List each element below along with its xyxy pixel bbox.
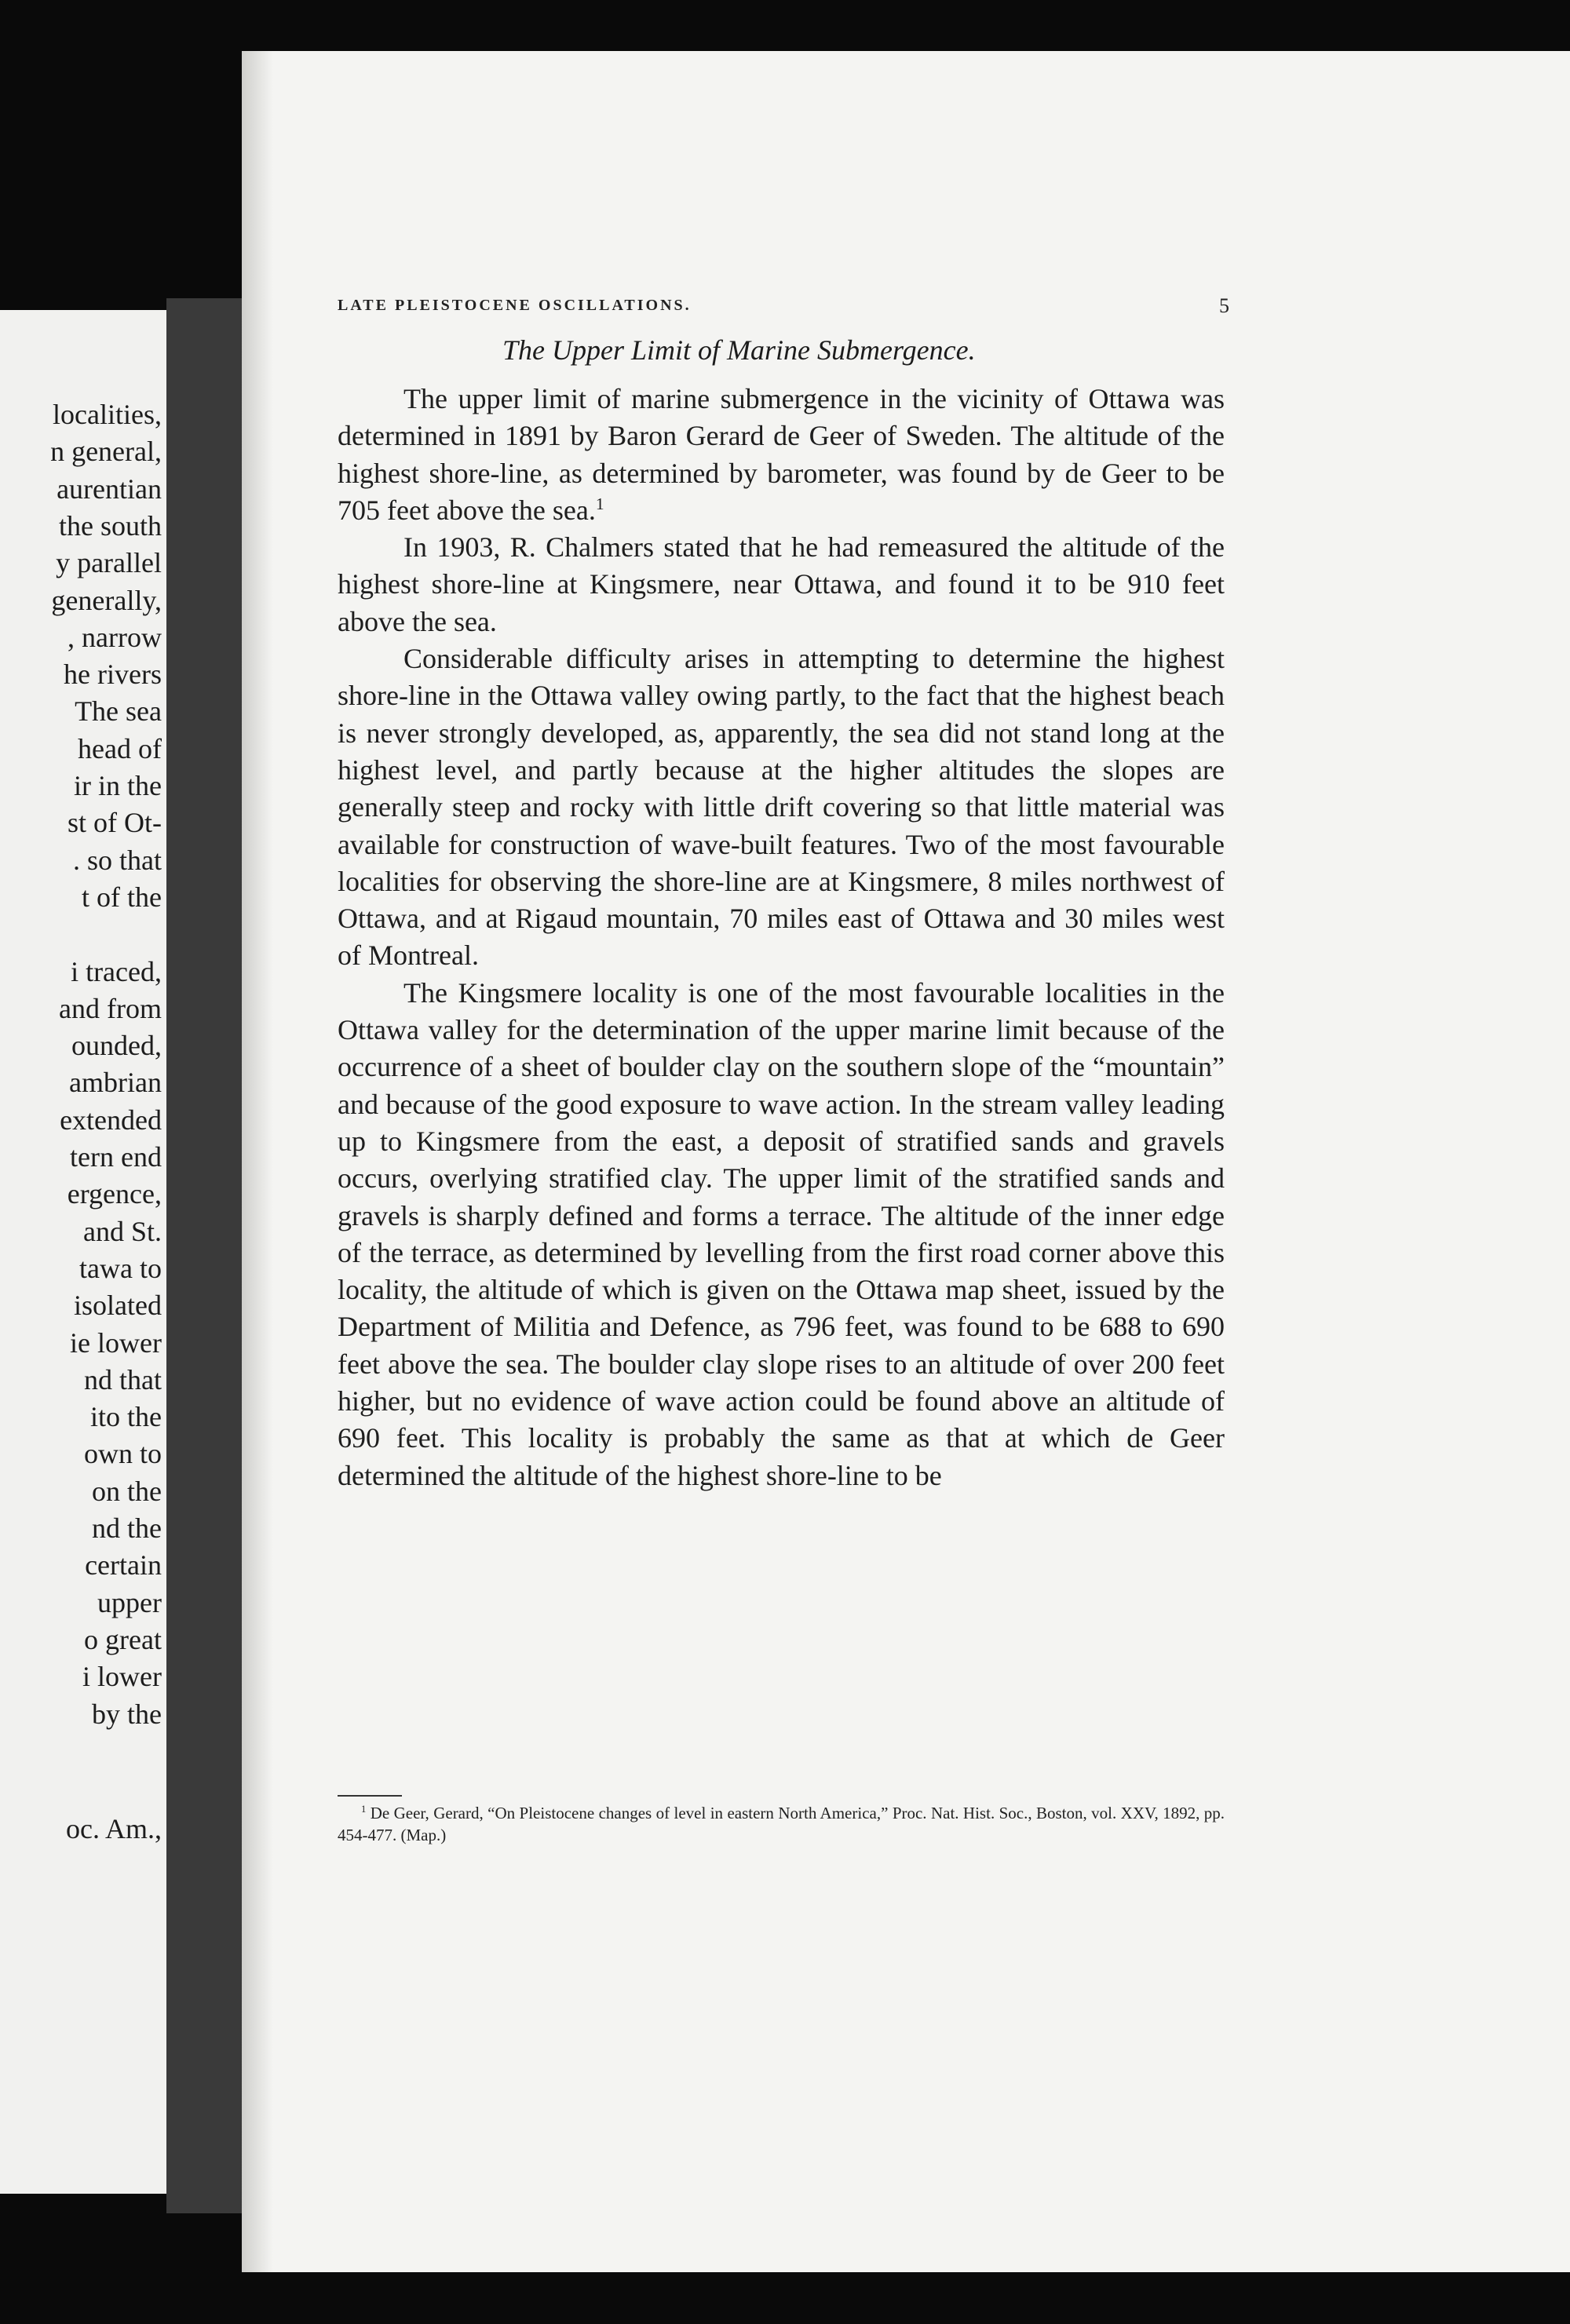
left-page-line: nd the — [92, 1512, 162, 1544]
left-page-line: and from — [59, 992, 162, 1024]
left-page-line: extended — [60, 1104, 162, 1136]
left-page-line: head of — [78, 732, 162, 764]
left-page-line: ounded, — [71, 1030, 162, 1062]
left-page-line: i traced, — [71, 955, 162, 987]
paragraph-3: Considerable difficulty arises in attempting to determine the highest shore-line in the Ottawa valley owing partly, to the fact that the highest beach is never strongly developed, as, apparently, the sea did not stand long at the highest level, and partly because at the higher altitudes the slopes are generally steep and rocky with little drift covering so that little material was available for construction of wave-built features. Two of the most favourable localities for observing the shore-line are at Kingsmere, 8 miles northwest of Ottawa, and at Rigaud mountain, 70 miles east of Ottawa and 30 miles west of Montreal. — [338, 643, 1225, 972]
left-page-line: tern end — [70, 1141, 162, 1173]
footnote-text: De Geer, Gerard, “On Pleistocene changes of level in eastern North America,” Proc. Nat. Hist. Soc., Boston, vol. XXV, 1892, pp. 454-477. (Map.) — [338, 1804, 1225, 1844]
left-page-line: localities, — [53, 399, 162, 430]
left-page-line: upper — [97, 1586, 162, 1618]
left-page-line: o great — [84, 1623, 162, 1655]
left-page-fragment — [0, 310, 166, 2194]
left-page-line: ie lower — [70, 1326, 162, 1359]
left-page-line: certain — [85, 1549, 162, 1582]
left-page-line: ambrian — [69, 1067, 162, 1099]
left-page-line: The sea — [75, 695, 162, 728]
footnote — [338, 1802, 1225, 1846]
left-page-line: the south — [59, 509, 162, 542]
paragraph-4: The Kingsmere locality is one of the most favourable localities in the Ottawa valley for the determination of the upper marine limit because of the occurrence of a sheet of boulder clay on the southern slope of the “mountain” and because of the good exposure to wave action. In the stream valley leading up to Kingsmere from the east, a deposit of stratified sands and gravels occurs, overlying stratified clay. The upper limit of the stratified sands and gravels is sharply defined and forms a terrace. The altitude of the inner edge of the terrace, as determined by levelling from the first road corner above this locality, the altitude of which is given on the Ottawa map sheet, issued by the Department of Militia and Defence, as 796 feet, was found to be 688 to 690 feet above the sea. The boulder clay slope rises to an altitude of over 200 feet higher, but no evidence of wave action could be found above an altitude of 690 feet. This locality is probably the same as that at which de Geer determined the altitude of the highest shore-line to be — [338, 976, 1225, 1491]
left-page-line: oc. Am., — [66, 1813, 162, 1845]
page-number: 5 — [1219, 294, 1229, 317]
section-title: The Upper Limit of Marine Submergence. — [502, 334, 976, 366]
left-page-line: ergence, — [67, 1178, 162, 1210]
left-page-line: nd that — [84, 1363, 162, 1395]
left-page-line: generally, — [51, 584, 162, 616]
body-text — [338, 381, 1225, 1778]
left-page-line: tawa to — [79, 1252, 162, 1284]
paragraph-1: The upper limit of marine submergence in the vicinity of Ottawa was determined in 1891 by Baron Gerard de Geer of Sweden. The altitude of the highest shore-line, as determined by barometer, was found by de Geer to be 705 feet above the sea.$^1$ — [338, 383, 1225, 526]
left-page-line: on the — [92, 1475, 162, 1507]
left-page-line: n general, — [50, 436, 162, 468]
paragraph-2: In 1903, R. Chalmers stated that he had remeasured the altitude of the highest shore-line at Kingsmere, near Ottawa, and found it to be 910 feet above the sea. — [338, 531, 1225, 637]
left-page-line: t of the — [82, 881, 162, 913]
left-page-line: ir in the — [74, 770, 162, 801]
left-page-line: , narrow — [68, 621, 162, 653]
running-head: LATE PLEISTOCENE OSCILLATIONS. — [338, 297, 692, 314]
left-page-line: isolated — [74, 1290, 162, 1322]
left-page-line: ito the — [90, 1401, 162, 1433]
footnote-marker: 1 — [361, 1804, 367, 1815]
book-gutter — [166, 298, 242, 2213]
footnote-ref: 1 — [595, 494, 604, 513]
left-page-line: by the — [92, 1698, 162, 1730]
left-page-line: own to — [84, 1438, 162, 1470]
left-page-line: i lower — [82, 1661, 162, 1693]
footnote-rule — [338, 1795, 402, 1797]
left-page-line: he rivers — [64, 659, 162, 691]
left-page-line: . so that — [73, 844, 162, 876]
left-page-line: aurentian — [57, 472, 162, 505]
left-page-line: y parallel — [56, 547, 162, 579]
left-page-line: st of Ot- — [68, 807, 162, 839]
left-page-line: and St. — [82, 1215, 162, 1247]
